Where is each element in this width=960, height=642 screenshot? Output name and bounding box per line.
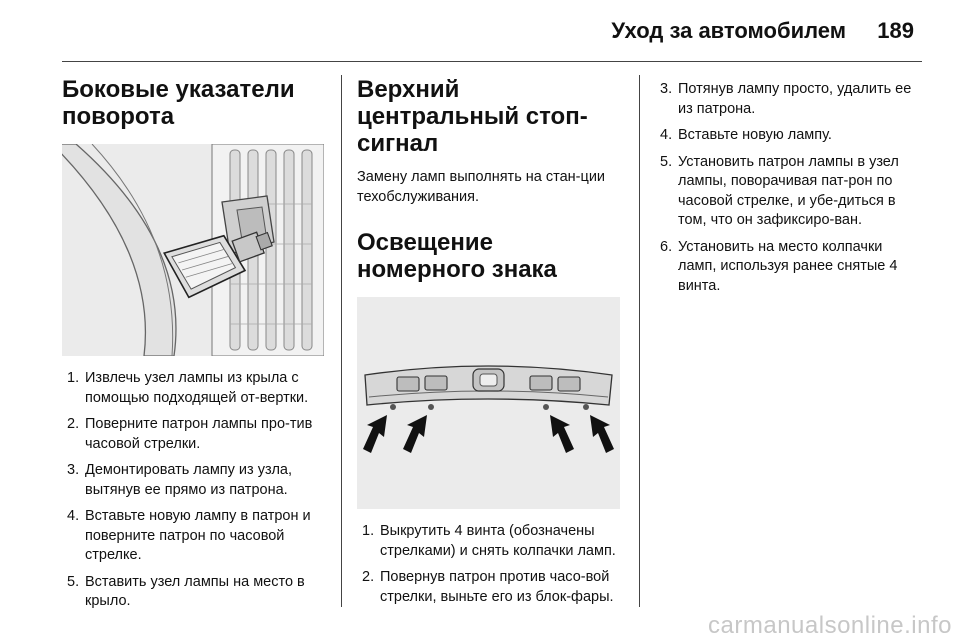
license-plate-figure: [357, 297, 620, 509]
list-item: 5. Установить патрон лампы в узел лампы, поворачивая пат-рон по часовой стрелке, и убе-диться в том, что он зафиксиро-ван.: [660, 153, 899, 228]
plate-light-steps-part1: [357, 522, 627, 607]
header-divider: [62, 61, 922, 62]
turn-signal-steps: [62, 369, 327, 612]
header-title: Уход за автомобилем: [611, 18, 846, 43]
side-turn-signal-figure: [62, 144, 324, 356]
list-item: 5. Вставить узел лампы на место в крыло.: [67, 573, 305, 609]
list-item: 3. Демонтировать лампу из узла, вытянув ее прямо из патрона.: [67, 462, 292, 498]
right-column: [655, 80, 923, 303]
column-divider-1: [341, 75, 342, 607]
brake-light-paragraph: Замену ламп выполнять на стан-ции техобслуживания.: [357, 169, 606, 205]
list-item: 2. Повернув патрон против часо-вой стрелки, выньте его из блок-фары.: [362, 569, 614, 605]
list-item: 3. Потянув лампу просто, удалить ее из патрона.: [660, 81, 912, 117]
left-column: [62, 76, 327, 619]
middle-column: [357, 76, 627, 614]
section-title-turn-signals: Боковые указатели поворота: [62, 76, 295, 130]
list-item: 4. Вставьте новую лампу в патрон и поверните патрон по часовой стрелке.: [67, 508, 311, 563]
column-divider-2: [639, 75, 640, 607]
list-item: 6. Установить на место колпачки ламп, используя ранее снятые 4 винта.: [660, 238, 898, 294]
list-item: 1. Извлечь узел лампы из крыла с помощью подходящей от-вертки.: [67, 370, 309, 406]
page-number: 189: [877, 18, 914, 43]
side-turn-signal-illustration: [62, 144, 324, 356]
list-item: 1. Выкрутить 4 винта (обозначены стрелками) и снять колпачки ламп.: [362, 523, 616, 559]
section-title-plate-light: Освещение номерного знака: [357, 229, 557, 283]
list-item: 2. Поверните патрон лампы про-тив часовой стрелки.: [67, 416, 313, 452]
watermark: carmanualsonline.info: [708, 612, 952, 639]
license-plate-illustration: [357, 297, 620, 509]
list-item: 4. Вставьте новую лампу.: [660, 127, 832, 143]
plate-light-steps-part2: [655, 80, 923, 296]
section-title-brake-light: Верхний центральный стоп-сигнал: [357, 76, 588, 157]
page-header: [0, 0, 960, 64]
